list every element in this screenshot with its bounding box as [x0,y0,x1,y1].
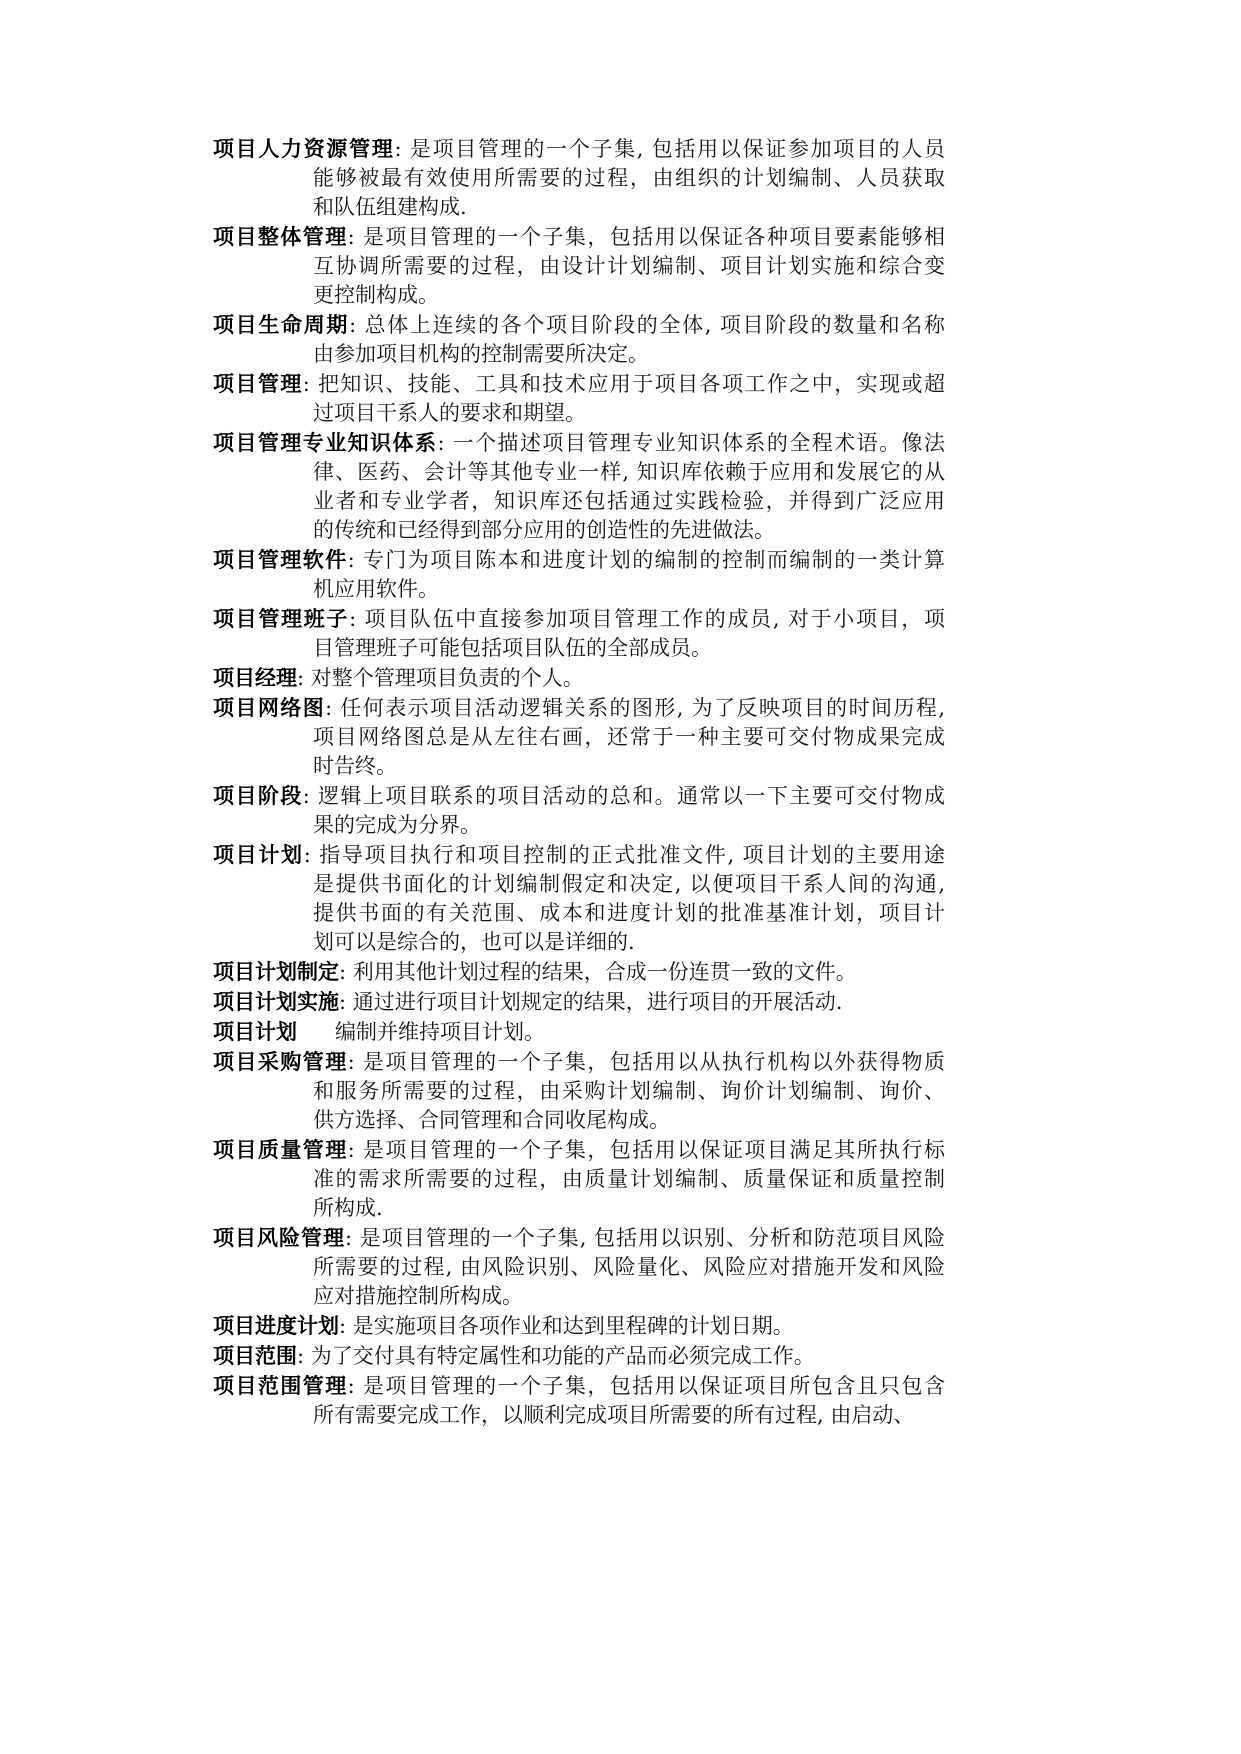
entry-first-line [213,428,945,458]
glossary-entry [213,1311,945,1341]
entry-term: 项目人力资源管理 [213,136,395,161]
entry-first-line [213,369,945,399]
entry-continuation-line: 是提供书面化的计划编制假定和决定, 以便项目干系人间的沟通, [313,872,945,896]
entry-definition: : 一个描述项目管理专业知识体系的全程术语。像法 [437,431,945,455]
entry-first-line [213,781,945,811]
entry-continuation-line: 提供书面的有关范围、成本和进度计划的批准基准计划，项目计 [313,901,945,925]
entry-continuation-line: 业者和专业学者，知识库还包括通过实践检验，并得到广泛应用 [313,489,945,513]
entry-definition: : 为了交付具有特定属性和功能的产品而必须完成工作。 [297,1344,815,1368]
glossary-entry [213,222,945,310]
entry-first-line [213,1223,945,1253]
entry-definition: : 是项目管理的一个子集，包括用以保证各种项目要素能够相 [347,225,945,249]
entry-term: 项目整体管理 [213,224,348,249]
entry-continuation-line: 能够被最有效使用所需要的过程，由组织的计划编制、人员获取 [313,166,945,190]
entry-definition: : 是项目管理的一个子集, 包括用以识别、分析和防范项目风险 [344,1226,945,1250]
glossary-entry [213,987,945,1017]
entry-first-line [213,1135,945,1165]
entry-term: 项目计划 [213,842,304,867]
glossary-entry [213,1047,945,1135]
entry-continuation-line: 过项目干系人的要求和期望。 [313,401,586,425]
entry-continuation-line: 时告终。 [313,754,397,778]
entry-first-line [213,987,945,1017]
entry-definition: : 通过进行项目计划规定的结果，进行项目的开展活动. [339,990,843,1014]
entry-definition: : 是实施项目各项作业和达到里程碑的计划日期。 [339,1314,794,1338]
glossary-entry [213,840,945,957]
entry-term: 项目管理专业知识体系 [213,430,438,455]
entry-definition: : 逻辑上项目联系的项目活动的总和。通常以一下主要可交付物成 [302,784,945,808]
entry-definition: : 利用其他计划过程的结果，合成一份连贯一致的文件。 [339,960,857,984]
entry-definition: : 总体上连续的各个项目阶段的全体, 项目阶段的数量和名称 [349,313,945,337]
entry-term: 项目质量管理 [213,1137,348,1162]
entry-first-line [213,693,945,723]
glossary-entry [213,1135,945,1223]
glossary-entry [213,428,945,545]
entry-continuation-line: 所有需要完成工作，以顺利完成项目所需要的所有过程, 由启动、 [313,1403,915,1427]
entry-first-line [213,604,945,634]
entry-term: 项目管理软件 [213,547,348,572]
entry-term: 项目计划 [213,1019,297,1044]
entry-term: 项目计划实施 [213,989,339,1014]
entry-first-line [213,1341,945,1371]
entry-term: 项目范围管理 [213,1373,348,1398]
entry-definition: : 对整个管理项目负责的个人。 [297,666,584,690]
entry-continuation-line: 应对措施控制所构成。 [313,1284,523,1308]
glossary-entry [213,693,945,781]
entry-definition: : 是项目管理的一个子集, 包括用以保证参加项目的人员 [394,137,946,161]
glossary-entry [213,310,945,369]
entry-definition: 编制并维持项目计划。 [335,1020,545,1044]
entry-term: 项目生命周期 [213,312,350,337]
entry-first-line [213,957,945,987]
entry-first-line [213,1017,945,1047]
glossary-entry [213,1223,945,1311]
glossary-entry [213,369,945,428]
entry-continuation-line: 机应用软件。 [313,577,439,601]
entry-first-line [213,310,945,340]
entry-term: 项目范围 [213,1343,297,1368]
entry-term: 项目进度计划 [213,1313,339,1338]
glossary [213,134,945,1430]
entry-first-line [213,1371,945,1401]
entry-continuation-line: 和队伍组建构成. [313,195,467,219]
entry-first-line [213,840,945,870]
entry-definition: : 是项目管理的一个子集，包括用以从执行机构以外获得物质 [347,1050,945,1074]
entry-definition: : 是项目管理的一个子集，包括用以保证项目所包含且只包含 [347,1374,945,1398]
glossary-entry [213,604,945,663]
entry-definition: : 指导项目执行和项目控制的正式批准文件, 项目计划的主要用途 [303,843,946,867]
entry-definition: : 是项目管理的一个子集，包括用以保证项目满足其所执行标 [347,1138,945,1162]
entry-first-line [213,663,945,693]
glossary-entry [213,781,945,840]
entry-continuation-line: 所构成. [313,1196,383,1220]
entry-continuation-line: 律、医药、会计等其他专业一样, 知识库依赖于应用和发展它的从 [313,460,945,484]
entry-first-line [213,1311,945,1341]
entry-continuation-line: 和服务所需要的过程，由采购计划编制、询价计划编制、询价、 [313,1079,945,1103]
glossary-entry [213,1341,945,1371]
entry-first-line [213,134,945,164]
entry-continuation-line: 由参加项目机构的控制需要所决定。 [313,342,649,366]
glossary-entry [213,957,945,987]
entry-first-line [213,545,945,575]
entry-continuation-line: 互协调所需要的过程，由设计计划编制、项目计划实施和综合变 [313,254,945,278]
entry-continuation-line: 果的完成为分界。 [313,813,481,837]
entry-continuation-line: 所需要的过程, 由风险识别、风险量化、风险应对措施开发和风险 [313,1255,945,1279]
glossary-entry [213,663,945,693]
entry-definition: : 任何表示项目活动逻辑关系的图形, 为了反映项目的时间历程, [325,696,945,720]
entry-continuation-line: 的传统和已经得到部分应用的创造性的先进做法。 [313,518,775,542]
entry-continuation-line: 准的需求所需要的过程，由质量计划编制、质量保证和质量控制 [313,1167,945,1191]
entry-first-line [213,222,945,252]
entry-term: 项目采购管理 [213,1049,348,1074]
entry-definition: : 专门为项目陈本和进度计划的编制的控制而编制的一类计算 [347,548,945,572]
entry-term: 项目网络图 [213,695,326,720]
entry-term: 项目阶段 [213,783,303,808]
entry-continuation-line: 供方选择、合同管理和合同收尾构成。 [313,1108,670,1132]
entry-term: 项目管理班子 [213,606,350,631]
entry-continuation-line: 更控制构成。 [313,283,439,307]
entry-term: 项目计划制定 [213,959,339,984]
entry-definition: : 项目队伍中直接参加项目管理工作的成员, 对于小项目，项 [349,607,945,631]
glossary-entry [213,1371,945,1430]
glossary-entry [213,134,945,222]
entry-term: 项目经理 [213,665,297,690]
entry-first-line [213,1047,945,1077]
entry-term: 项目管理 [213,371,303,396]
entry-continuation-line: 项目网络图总是从左往右画，还常于一种主要可交付物成果完成 [313,725,945,749]
entry-definition: : 把知识、技能、工具和技术应用于项目各项工作之中，实现或超 [302,372,945,396]
glossary-entry [213,1017,945,1047]
entry-term: 项目风险管理 [213,1225,345,1250]
glossary-entry [213,545,945,604]
entry-continuation-line: 划可以是综合的，也可以是详细的. [313,930,635,954]
entry-continuation-line: 目管理班子可能包括项目队伍的全部成员。 [313,636,712,660]
